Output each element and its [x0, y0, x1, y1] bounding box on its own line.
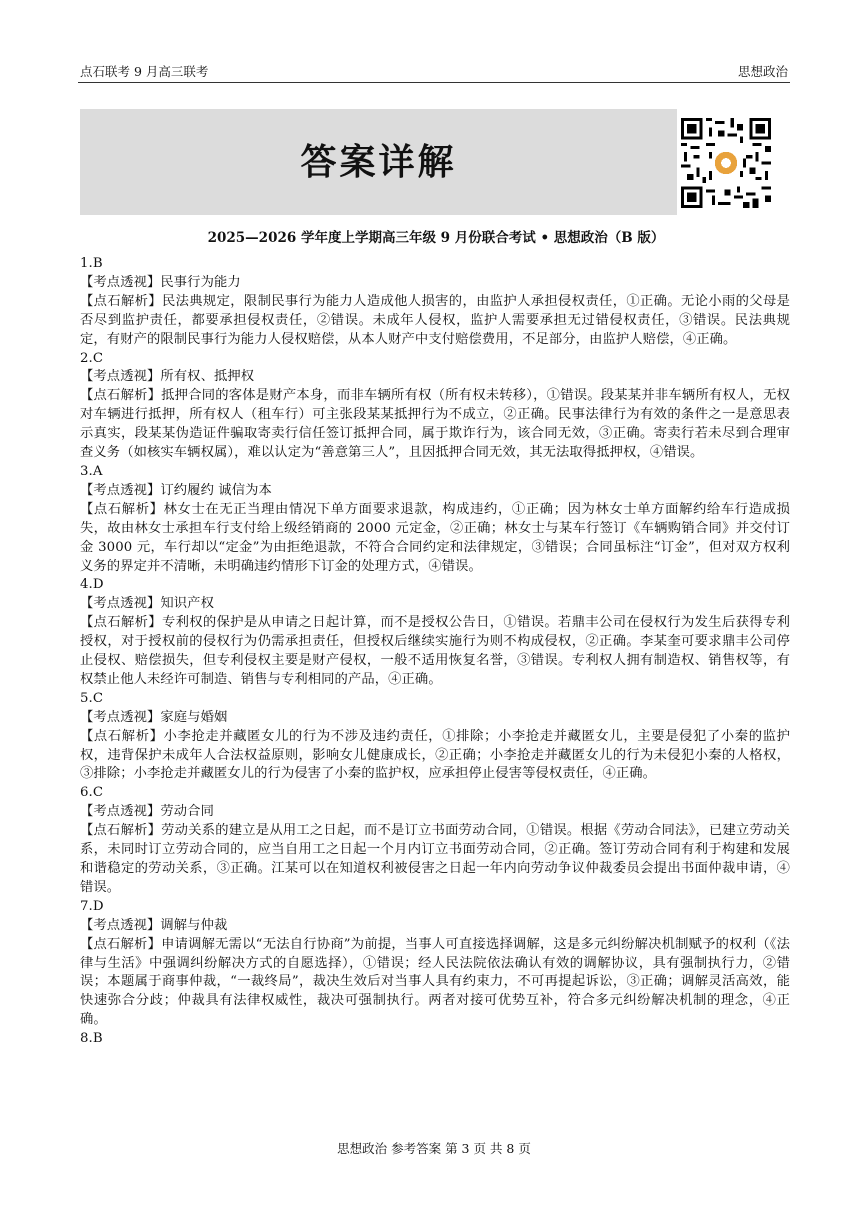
- answer-analysis: 【点石解析】专利权的保护是从申请之日起计算，而不是授权公告日，①错误。若鼎丰公司在侵权行为发生后获得专利授权，对于授权前的侵权行为仍需承担责任，但授权后继续实施行为则不构成侵权，②正确。李某奎可要求鼎丰公司停止侵权、赔偿损失，但专利侵权主要是财产侵权，一般不适用恢复名誉，③错误。专利权人拥有制造权、销售权等，有权禁止他人未经许可制造、销售与专利相同的产品，④正确。: [80, 615, 790, 687]
- answer-topic: 【考点透视】知识产权: [80, 596, 214, 612]
- qr-code-icon: [681, 118, 771, 208]
- answer-number: 7.D: [80, 898, 104, 914]
- answer-number: 5.C: [80, 690, 104, 706]
- answer-number: 1.B: [80, 256, 103, 271]
- title-banner: [80, 109, 677, 215]
- answer-analysis: 【点石解析】申请调解无需以“无法自行协商”为前提，当事人可直接选择调解，这是多元纠纷解决机制赋予的权利（《法律与生活》中强调纠纷解决方式的自愿选择），①错误；经人民法院依法确认有效的调解协议，具有强制执行力，②错误；本题属于商事仲裁，“一裁终局”，裁决生效后对当事人具有约束力，不可再提起诉讼，③正确；调解灵活高效，能快速弥合分歧；仲裁具有法律权威性，裁决可强制执行。两者对接可优势互补，符合多元纠纷解决机制的理念，④正确。: [80, 936, 790, 1028]
- exam-subtitle: 2025—2026 学年度上学期高三年级 9 月份联合考试 • 思想政治（B 版）: [207, 230, 665, 246]
- answer-item-1: [80, 255, 790, 350]
- answer-analysis: 【点石解析】小李抢走并藏匿女儿的行为不涉及违约责任，①排除；小李抢走并藏匿女儿，主要是侵犯了小秦的监护权，违背保护未成年人合法权益原则，影响女儿健康成长，②正确；小李抢走并藏匿女儿的行为未侵犯小秦的人格权，③排除；小李抢走并藏匿女儿的行为侵害了小秦的监护权，应承担停止侵害等侵权责任，④正确。: [80, 728, 790, 782]
- answer-number: 3.A: [80, 463, 103, 479]
- answer-item-5: [80, 690, 790, 785]
- header-subject: 思想政治: [737, 64, 788, 79]
- page-footer: 思想政治 参考答案 第 3 页 共 8 页: [337, 1141, 531, 1156]
- answer-item-8: [80, 1030, 790, 1049]
- answer-number: 8.B: [80, 1031, 103, 1047]
- answer-item-6: [80, 784, 790, 897]
- answer-topic: 【考点透视】家庭与婚姻: [80, 709, 228, 725]
- answer-item-3: [80, 463, 790, 576]
- answer-number: 6.C: [80, 785, 104, 801]
- answer-topic: 【考点透视】民事行为能力: [80, 274, 241, 290]
- answer-number: 4.D: [80, 577, 104, 593]
- answer-item-4: [80, 576, 790, 689]
- answer-topic: 【考点透视】劳动合同: [80, 804, 214, 820]
- answer-item-7: [80, 898, 790, 1030]
- answer-analysis: 【点石解析】劳动关系的建立是从用工之日起，而不是订立书面劳动合同，①错误。根据《劳动合同法》，已建立劳动关系，未同时订立劳动合同的，应当自用工之日起一个月内订立书面劳动合同，②正确。签订劳动合同有利于构建和发展和谐稳定的劳动关系，③正确。江某可以在知道权利被侵害之日起一年内向劳动争议仲裁委员会提出书面仲裁申请，④错误。: [80, 823, 790, 895]
- answer-analysis: 【点石解析】林女士在无正当理由情况下单方面要求退款，构成违约，①正确；因为林女士单方面解约给车行造成损失，故由林女士承担车行支付给上级经销商的 2000 元定金，②正确；林女士与某车行签订《车辆购销合同》并交付订金 3000 元，车行却以“定金”为由拒绝退款，不符合合同约定和法律规定，③错误；合同虽标注“订金”，但对双方权利义务的界定并不清晰，未明确违约情形下订金的处理方式，④错误。: [80, 501, 790, 574]
- answer-number: 2.C: [80, 350, 104, 366]
- answer-topic: 【考点透视】所有权、抵押权: [80, 369, 255, 385]
- page-header: [78, 62, 790, 83]
- answer-item-2: [80, 350, 790, 463]
- page-title: 答案详解: [300, 141, 457, 183]
- answer-topic: 【考点透视】订约履约 诚信为本: [80, 482, 272, 498]
- answer-topic: 【考点透视】调解与仲裁: [80, 917, 228, 933]
- answer-analysis: 【点石解析】抵押合同的客体是财产本身，而非车辆所有权（所有权未转移），①错误。段某某并非车辆所有权人，无权对车辆进行抵押，所有权人（租车行）可主张段某某抵押行为不成立，②正确。民事法律行为有效的条件之一是意思表示真实，段某某伪造证件骗取寄卖行信任签订抵押合同，属于欺诈行为，该合同无效，③正确。寄卖行若未尽到合理审查义务（如核实车辆权属），难以认定为“善意第三人”，且因抵押合同无效，其无法取得抵押权，④错误。: [80, 388, 790, 461]
- answer-analysis: 【点石解析】民法典规定，限制民事行为能力人造成他人损害的，由监护人承担侵权责任，①正确。无论小雨的父母是否尽到监护责任，都要承担侵权责任，②错误。未成年人侵权，监护人需要承担无过错侵权责任，③错误。民法典规定，有财产的限制民事行为能力人侵权赔偿，从本人财产中支付赔偿费用，不足部分，由监护人赔偿，④正确。: [80, 293, 790, 347]
- header-exam-name: 点石联考 9 月高三联考: [80, 64, 209, 79]
- answer-list: [80, 255, 790, 1049]
